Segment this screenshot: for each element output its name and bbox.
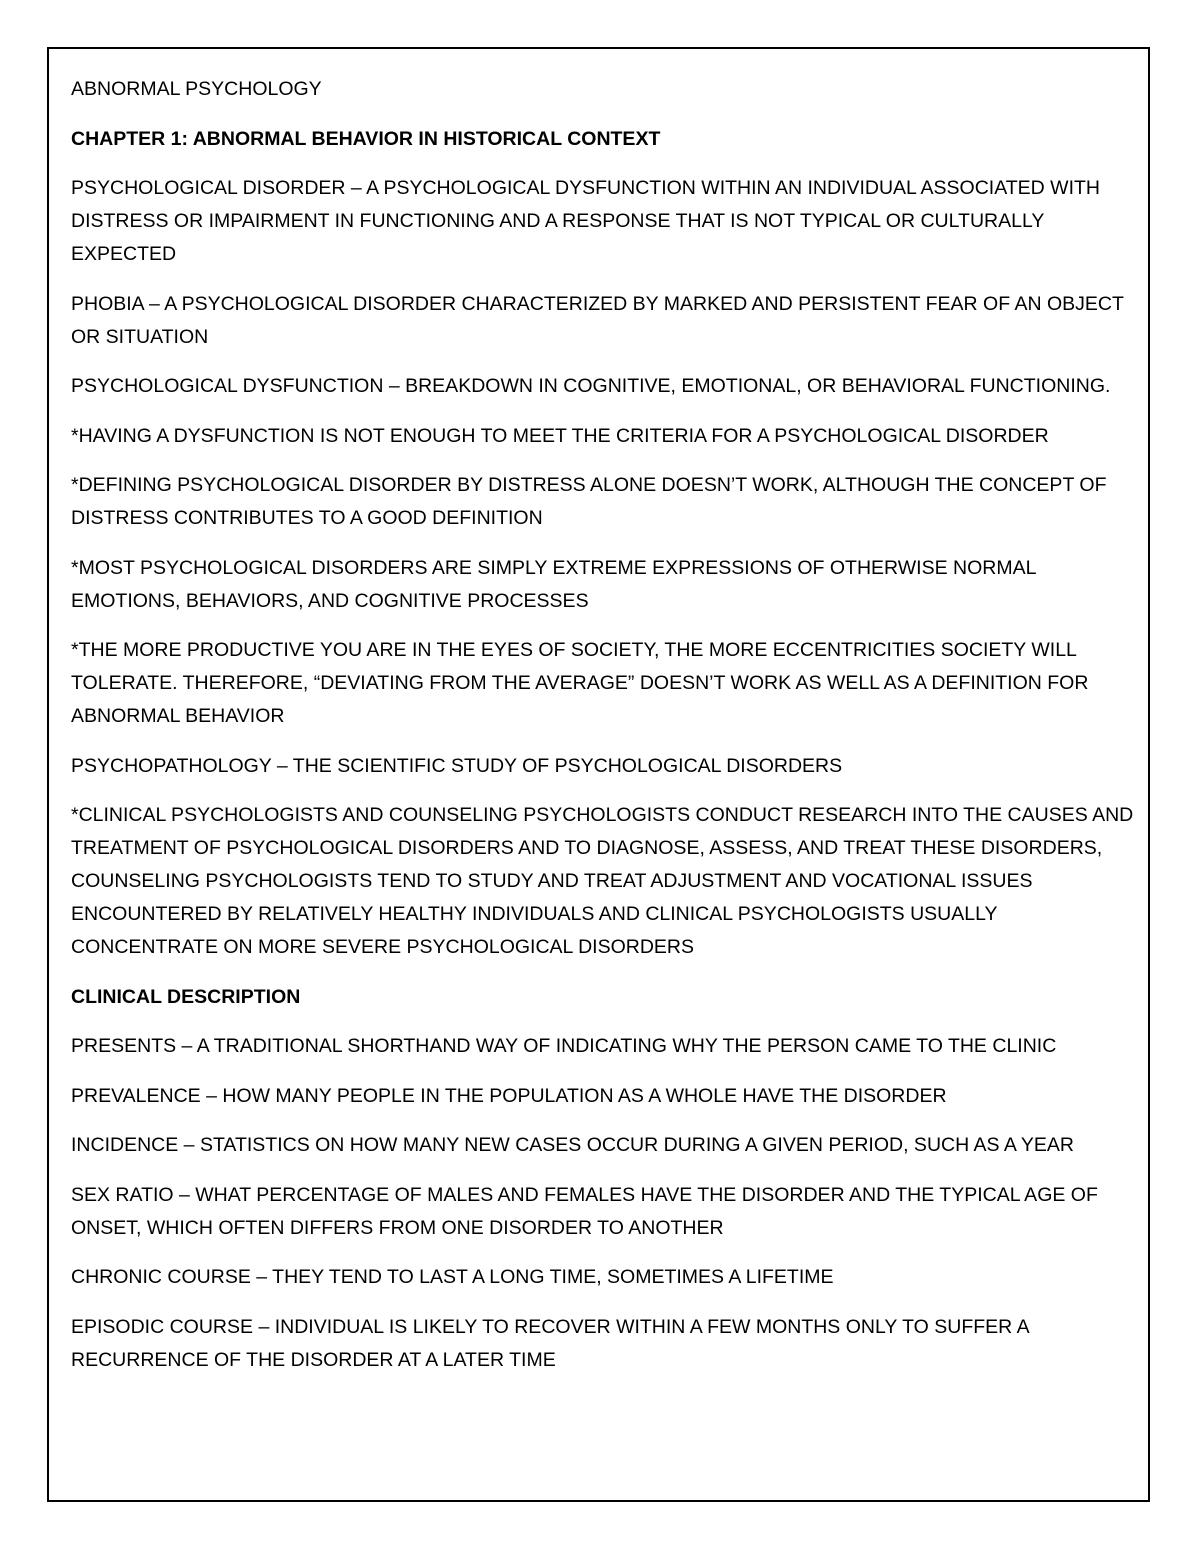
paragraph-episodic-course: EPISODIC COURSE – INDIVIDUAL IS LIKELY TO RECOVER WITHIN A FEW MONTHS ONLY TO SUFFER A RECURRENCE OF THE DISORDER AT A LATER TIME <box>71 1315 1029 1371</box>
paragraph-prevalence: PREVALENCE – HOW MANY PEOPLE IN THE POPULATION AS A WHOLE HAVE THE DISORDER <box>71 1084 947 1107</box>
paragraph-psychopathology: PSYCHOPATHOLOGY – THE SCIENTIFIC STUDY OF PSYCHOLOGICAL DISORDERS <box>71 754 843 777</box>
paragraph-psychological-disorder: PSYCHOLOGICAL DISORDER – A PSYCHOLOGICAL DYSFUNCTION WITHIN AN INDIVIDUAL ASSOCIATED WITH DISTRESS OR IMPAIRMENT IN FUNCTIONING AND A RESPONSE THAT IS NOT TYPICAL OR CULTURALLY EXPECTED <box>71 177 1100 265</box>
paragraph-chronic-course: CHRONIC COURSE – THEY TEND TO LAST A LONG TIME, SOMETIMES A LIFETIME <box>71 1266 834 1288</box>
note-clinical-counseling-psychologists: *CLINICAL PSYCHOLOGISTS AND COUNSELING PSYCHOLOGISTS CONDUCT RESEARCH INTO THE CAUSES AND TREATMENT OF PSYCHOLOGICAL DISORDERS AND TO DIAGNOSE, ASSESS, AND TREAT THESE DISORDERS, COUNSELING PSYCHOLOGISTS TEND TO STUDY AND TREAT ADJUSTMENT AND VOCATIONAL ISSUES ENCOUNTERED BY RELATIVELY HEALTHY INDIVIDUALS AND CLINICAL PSYCHOLOGISTS USUALLY CONCENTRATE ON MORE SEVERE PSYCHOLOGICAL DISORDERS <box>71 804 1134 958</box>
document-title: ABNORMAL PSYCHOLOGY <box>71 78 322 100</box>
note-dysfunction-not-enough: *HAVING A DYSFUNCTION IS NOT ENOUGH TO MEET THE CRITERIA FOR A PSYCHOLOGICAL DISORDER <box>71 424 1049 447</box>
note-extreme-expressions: *MOST PSYCHOLOGICAL DISORDERS ARE SIMPLY EXTREME EXPRESSIONS OF OTHERWISE NORMAL EMOTIONS, BEHAVIORS, AND COGNITIVE PROCESSES <box>71 556 1036 612</box>
paragraph-psychological-dysfunction: PSYCHOLOGICAL DYSFUNCTION – BREAKDOWN IN COGNITIVE, EMOTIONAL, OR BEHAVIORAL FUNCTIONING. <box>71 375 1111 397</box>
section-heading-clinical-description: CLINICAL DESCRIPTION <box>71 985 301 1008</box>
note-productive-eccentricities: *THE MORE PRODUCTIVE YOU ARE IN THE EYES OF SOCIETY, THE MORE ECCENTRICITIES SOCIETY WILL TOLERATE. THEREFORE, “DEVIATING FROM THE AVERAGE” DOESN’T WORK AS WELL AS A DEFINITION FOR ABNORMAL BEHAVIOR <box>71 639 1089 727</box>
note-distress-alone: *DEFINING PSYCHOLOGICAL DISORDER BY DISTRESS ALONE DOESN’T WORK, ALTHOUGH THE CONCEPT OF DISTRESS CONTRIBUTES TO A GOOD DEFINITION <box>71 474 1107 529</box>
document-body <box>71 73 1136 1393</box>
paragraph-phobia: PHOBIA – A PSYCHOLOGICAL DISORDER CHARACTERIZED BY MARKED AND PERSISTENT FEAR OF AN OBJECT OR SITUATION <box>71 292 1124 348</box>
paragraph-presents: PRESENTS – A TRADITIONAL SHORTHAND WAY OF INDICATING WHY THE PERSON CAME TO THE CLINIC <box>71 1035 1057 1057</box>
paragraph-incidence: INCIDENCE – STATISTICS ON HOW MANY NEW CASES OCCUR DURING A GIVEN PERIOD, SUCH AS A YEAR <box>71 1134 1074 1156</box>
paragraph-sex-ratio: SEX RATIO – WHAT PERCENTAGE OF MALES AND FEMALES HAVE THE DISORDER AND THE TYPICAL AGE OF ONSET, WHICH OFTEN DIFFERS FROM ONE DISORDER TO ANOTHER <box>71 1183 1098 1239</box>
chapter-heading: CHAPTER 1: ABNORMAL BEHAVIOR IN HISTORICAL CONTEXT <box>71 127 661 150</box>
